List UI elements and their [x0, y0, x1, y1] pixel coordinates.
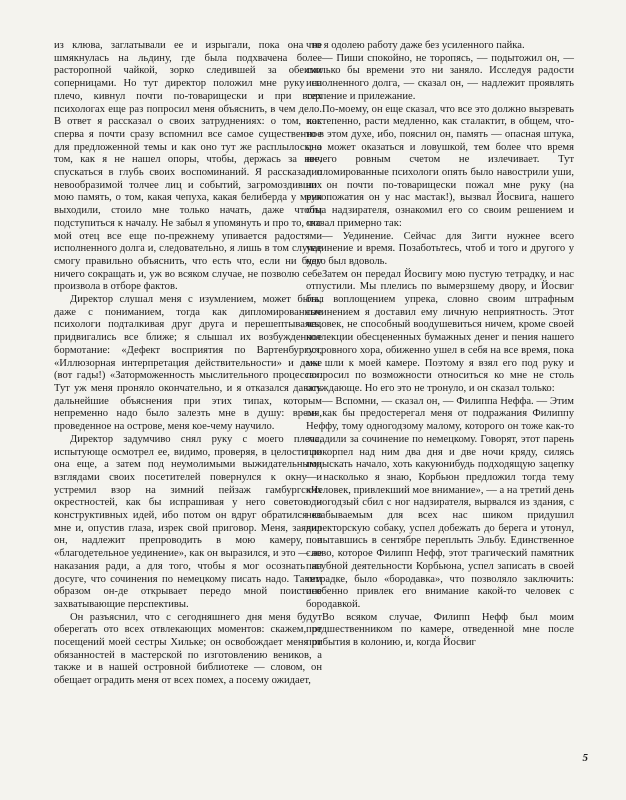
paragraph: — Вспомни, — сказал он, — Филиппа Неффа. — Этим он как бы предостерегал меня от подражания Филиппу Неффу, тому одногодзому малому, которого он тоже как-то засадили за сочинение по немецкому. Говорят, этот парень прокорпел над ним два дня и две ночи кряду, силясь подыскать начало, хоть какуюнибудь подходящую зацепку — насколько я знаю, Корбьюн предложил тогда тему «Человек, привлекший мое внимание», — а на третий день одногодзый сбил с ног надзирателя, вырвался из здания, с незабываемым для всех нас шиком придушил директорскую собаку, успел добежать до берега и утонул, попытавшись в сентябре переплыть Эльбу. Единственное слово, которое Филипп Нефф, этот трагический памятник пагубной деятельности Корбьюна, успел записать в своей тетрадке, было «бородавка», что позволяло заключить: особенно привлек его внимание какой-то человек с бородавкой.	[306, 395, 574, 610]
page-number: 5	[582, 752, 588, 764]
paragraph: из клюва, заглатывали ее и изрыгали, пока она не шмякнулась на льдину, где была подхвачена более расторопной чайкой, зорко следившей за обеими соперницами. Но тут директор положил мне руку на плечо, кивнул почти по-товарищески и при всех психологах еще раз попросил меня объяснить, в чем дело. В ответ я рассказал о своих затруднениях: о том, как сперва я почти сразу вспомнил все самое существенное для предложенной темы и как оно тут же расплылось; о том, как я не нашел опоры, чтобы, держась за нее, спускаться в глубь своих воспоминаний. Я рассказал о невообразимой толчее лиц и событий, загромоздивших мою память, о том, какая чепуха, какая белиберда у меня выходили, стоило мне только начать, даже чтобы подступиться к началу. Не забыл я упомянуть и про то, что мой отец все еще по-прежнему упивается радостями исполненного долга и, следовательно, я лишь в том случае смогу правильно объяснить, что есть что, если ни буду ничего сокращать и, уж во всяком случае, не позволю себе произвола в отборе фактов.	[54, 40, 322, 293]
paragraph: Директор слушал меня с изумлением, может быть, даже с пониманием, тогда как дипломированные психологи подталкивая друг друга и перешептываясь, придвигались все ближе; я слышал их возбужденное бормотание: «Дефект восприятия по Вартенбургу», «Иллюзорная интерпретация действительности» и даже (вот гады!) «Заторможенность мыслительного процесса». Тут уж меня проняло окончательно, и я отказался давать дальнейшие объяснения при этих типах, которым непременно надо было залезть мне в душу: время, проведенное на острове, меня кое-чему научило.	[54, 294, 322, 433]
paragraph: Он разъяснил, что с сегодняшнего дня меня будут оберегать ото всех отвлекающих моментов: скажем, от посещений моей сестры Хильке; он освобождает меня от обязанностей в мастерской по изготовлению веников, а также и в нашей островной библиотеке — словом, он обещает оградить меня от всех помех, а посему ожидает,	[54, 611, 322, 687]
paragraph: Директор задумчиво снял руку с моего плеча, испытующе осмотрел ее, видимо, проверяя, в целости ли она еще, а затем под неумолимыми выжидательными взглядами своих посетителей повернулся к окну и устремил взор на зимний пейзаж гамбургских окрестностей, как бы испрашивая у него советов и конструктивных идей, ибо потом он вдруг обратился ко мне и, опустив глаза, изрек свой приговор. Меня, заявил он, надлежит препроводить в мою камеру, в «благодетельное уединение», как он выразился, и это — не наказания ради, а для того, чтобы я мог осознать на досуге, что сочинения по немецкому писать надо. Таким образом он-де открывает передо мной поистине захватывающие перспективы.	[54, 433, 322, 610]
left-text-column	[54, 40, 322, 688]
paragraph: Затем он передал Йосвигу мою пустую тетрадку, и нас отпустили. Мы плелись по вымерзшему двору, и Йосвиг был воплощением упрека, словно своим штрафным сочинением я доставил ему личную неприятность. Этот человек, не способный воодушевиться ничем, кроме своей коллекции обесцененных бумажных денег и пения нашего островного хора, обиженно ушел в себя на все время, пока мы шли к моей камере. Поэтому я взял его под руку и попросил по возможности относиться ко мне не столь осуждающе. Но его это не тронуло, и он сказал только:	[306, 268, 574, 394]
paragraph: По-моему, он еще сказал, что все это должно вызревать постепенно, расти медленно, как сталактит, в общем, что-то в этом духе, ибо, пояснил он, память — опасная штука, она может оказаться и ловушкой, тем более что время ничего ровным счетом не излечивает. Тут дипломированные психологи опять было навострили уши, но он почти по-товарищески пожал мне руку (на рукопожатия он у нас мастак!), вызвал Йосвига, нашего отца надзирателя, ознакомил его со своим решением и сказал примерно так:	[306, 103, 574, 229]
paragraph: что я одолею работу даже без усиленного пайка.	[306, 40, 525, 51]
paragraph: — Уединение. Сейчас для Зигги нужнее всего уединение и время. Позаботьтесь, чтоб и того и другого у него был вдоволь.	[306, 230, 574, 267]
paragraph: — Пиши спокойно, не торопясь, — подытожил он, — сколько бы времени это ни заняло. Исследуя радости исполненного долга, — сказал он, — надлежит проявлять терпение и прилежание.	[306, 52, 574, 102]
right-text-column	[306, 40, 574, 650]
paragraph: Во всяком случае, Филипп Нефф был моим предшественником по камере, отведенной мне после прибытия в колонию, и, когда Йосвиг	[306, 611, 574, 649]
